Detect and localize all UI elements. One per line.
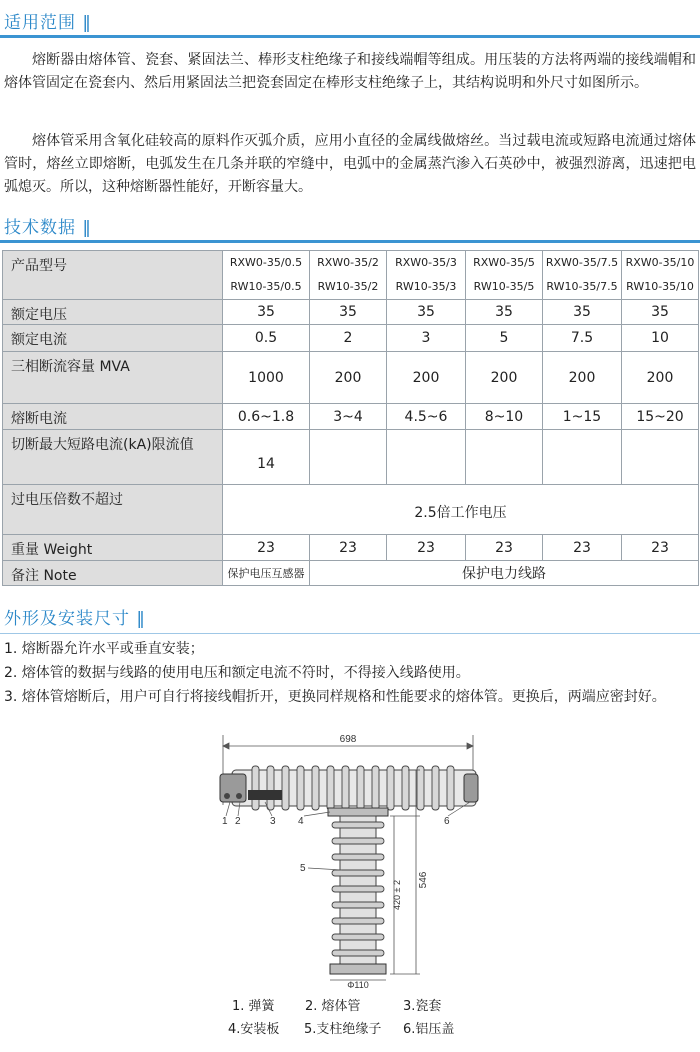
mounting-plate	[328, 808, 388, 816]
table-cell: 5	[466, 325, 543, 352]
table-cell: 23	[223, 535, 310, 561]
table-cell: 8~10	[466, 404, 543, 430]
legend-aluminum-cover: 6.铝压盖	[403, 1022, 455, 1037]
section-rule	[0, 35, 700, 38]
section-header-tech-data	[0, 209, 700, 243]
fuse-dimension-diagram	[180, 730, 500, 990]
table-cell: 23	[622, 535, 699, 561]
paragraph-principle: 熔体管采用含氧化硅较高的原料作灭弧介质，应用小直径的金属线做熔丝。当过载电流或短路电流通过熔体管时，熔丝立即熔断，电弧发生在几条并联的窄缝中，电弧中的金属蒸汽渗入石英砂中，被强烈游离，迅速把电弧熄灭。所以，这种熔断器性能好，开断容量大。	[4, 133, 696, 195]
table-cell: 35	[223, 300, 310, 325]
model-cell: RXW0-35/2 RW10-35/2	[310, 251, 387, 300]
table-cell: 23	[543, 535, 622, 561]
model-cell: RXW0-35/0.5 RW10-35/0.5	[223, 251, 310, 300]
install-notes	[4, 637, 696, 709]
table-row-fusing-current	[3, 404, 699, 430]
paragraph-structure: 熔断器由熔体管、瓷套、紧固法兰、棒形支柱绝缘子和接线端帽等组成。用压装的方法将两端的接线端帽和熔体管固定在瓷套内、然后用紧固法兰把瓷套固定在棒形支柱绝缘子上，其结构说明和外尺寸如图所示。	[4, 52, 696, 91]
table-row-weight	[3, 535, 699, 561]
table-cell	[387, 430, 466, 485]
legend-post-insulator: 5.支柱绝缘子	[304, 1022, 382, 1037]
end-cap-left	[220, 774, 246, 802]
table-cell: 35	[543, 300, 622, 325]
list-item: 1. 熔断器允许水平或垂直安装；	[4, 641, 204, 657]
section-title-scope: 适用范围 ‖	[4, 13, 92, 33]
table-row-note	[3, 561, 699, 586]
table-row-model	[3, 251, 699, 300]
table-cell-merged: 2.5倍工作电压	[223, 485, 699, 535]
table-cell: 23	[310, 535, 387, 561]
model-cell: RXW0-35/10 RW10-35/10	[622, 251, 699, 300]
callout-3: 3	[270, 816, 276, 827]
row-label: 过电压倍数不超过	[3, 485, 223, 535]
section-header-dimensions	[0, 600, 700, 634]
callout-5: 5	[300, 863, 306, 874]
table-row-short-circuit	[3, 430, 699, 485]
table-cell	[466, 430, 543, 485]
width-dimension-label: 698	[339, 734, 357, 745]
table-cell	[622, 430, 699, 485]
section-rule	[0, 633, 700, 634]
table-cell: 23	[466, 535, 543, 561]
table-cell: 2	[310, 325, 387, 352]
table-row-breaking-capacity	[3, 352, 699, 404]
row-label: 额定电压	[3, 300, 223, 325]
list-item: 3. 熔体管熔断后，用户可自行将接线帽折开，更换同样规格和性能要求的熔体管。更换后，两端应密封好。	[4, 689, 666, 705]
table-cell	[543, 430, 622, 485]
legend-mount-plate: 4.安装板	[228, 1022, 280, 1037]
legend-porcelain: 3.瓷套	[403, 999, 442, 1014]
table-cell: 200	[466, 352, 543, 404]
row-label: 备注 Note	[3, 561, 223, 586]
fuse-tube	[220, 766, 478, 810]
table-cell: 35	[622, 300, 699, 325]
table-cell: 35	[310, 300, 387, 325]
table-cell: 10	[622, 325, 699, 352]
section-title-dimensions: 外形及安装尺寸 ‖	[4, 609, 146, 629]
table-cell: 200	[387, 352, 466, 404]
table-cell: 1~15	[543, 404, 622, 430]
section-header-scope	[0, 4, 700, 38]
legend-fuse-tube: 2. 熔体管	[305, 999, 361, 1014]
table-cell	[310, 430, 387, 485]
table-cell: 3~4	[310, 404, 387, 430]
table-cell: 200	[622, 352, 699, 404]
table-cell: 35	[387, 300, 466, 325]
height-insulator-label: 420 ± 2	[392, 880, 402, 910]
table-cell: 14	[223, 430, 310, 485]
table-cell: 200	[310, 352, 387, 404]
table-cell: 保护电压互感器	[223, 561, 310, 586]
callout-2: 2	[235, 816, 241, 827]
model-cell: RXW0-35/5 RW10-35/5	[466, 251, 543, 300]
table-row-overvoltage	[3, 485, 699, 535]
table-cell: 1000	[223, 352, 310, 404]
model-cell: RXW0-35/7.5 RW10-35/7.5	[543, 251, 622, 300]
list-item: 2. 熔体管的数据与线路的使用电压和额定电流不符时，不得接入线路使用。	[4, 665, 470, 681]
end-cap-right	[464, 774, 478, 802]
row-label: 熔断电流	[3, 404, 223, 430]
table-row-rated-current	[3, 325, 699, 352]
callout-1: 1	[222, 816, 228, 827]
spec-table	[2, 250, 699, 586]
row-label: 切断最大短路电流(kA)限流值	[3, 430, 223, 485]
row-label: 三相断流容量 MVA	[3, 352, 223, 404]
table-cell: 0.6~1.8	[223, 404, 310, 430]
section-title-tech-data: 技术数据 ‖	[4, 218, 92, 238]
callout-6: 6	[444, 816, 450, 827]
callout-4: 4	[298, 816, 304, 827]
model-cell: RXW0-35/3 RW10-35/3	[387, 251, 466, 300]
row-label: 重量 Weight	[3, 535, 223, 561]
table-cell: 35	[466, 300, 543, 325]
table-cell: 23	[387, 535, 466, 561]
legend-spring: 1. 弹簧	[232, 999, 275, 1014]
table-row-rated-voltage	[3, 300, 699, 325]
table-cell: 7.5	[543, 325, 622, 352]
section-rule	[0, 240, 700, 243]
table-cell: 0.5	[223, 325, 310, 352]
base-dimension-label: Φ110	[347, 980, 369, 990]
table-cell: 200	[543, 352, 622, 404]
table-cell: 15~20	[622, 404, 699, 430]
height-total-label: 546	[418, 871, 429, 889]
row-label: 产品型号	[3, 251, 223, 300]
table-cell-merged: 保护电力线路	[310, 561, 699, 586]
row-label: 额定电流	[3, 325, 223, 352]
table-cell: 4.5~6	[387, 404, 466, 430]
table-cell: 3	[387, 325, 466, 352]
post-insulator	[330, 816, 386, 974]
